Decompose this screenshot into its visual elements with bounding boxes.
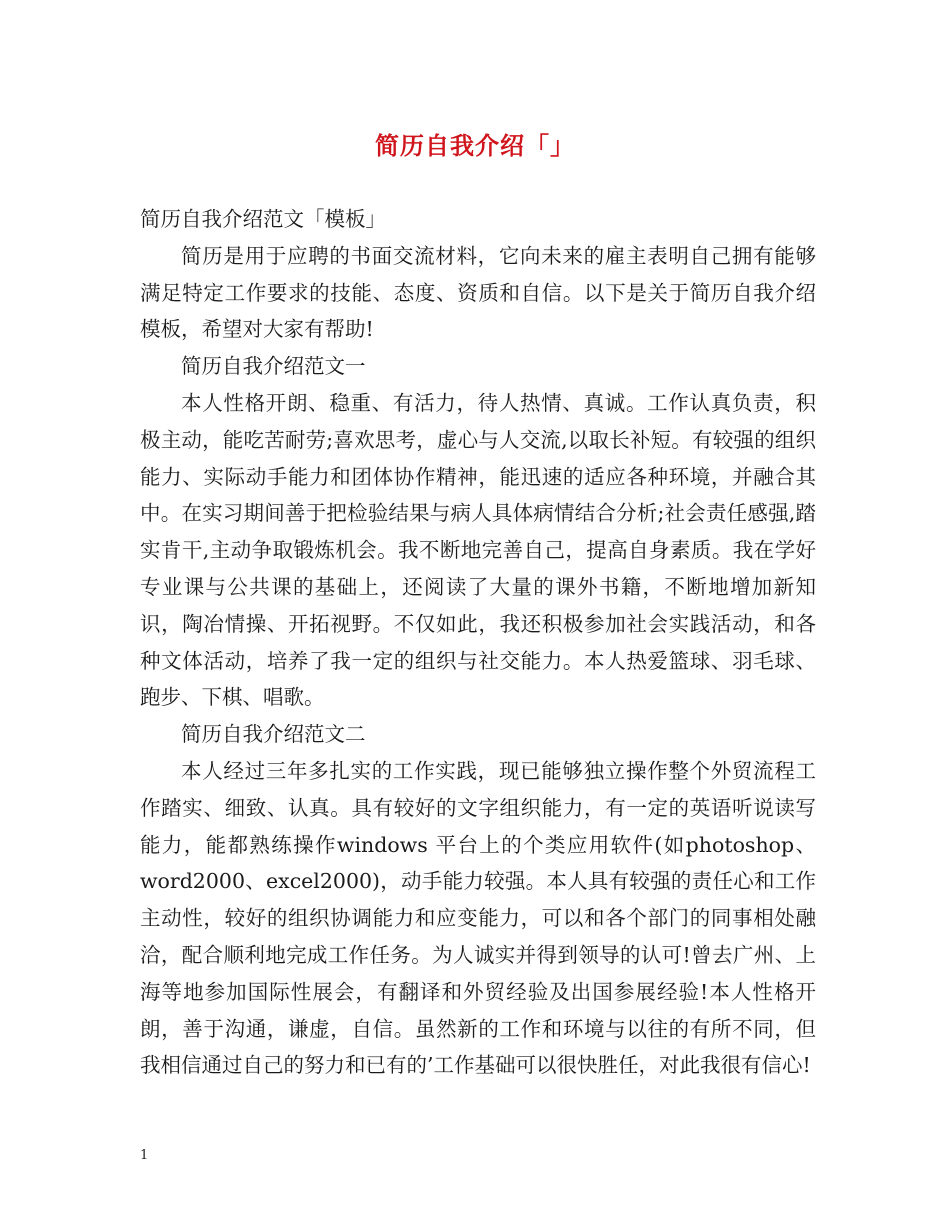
section-heading-sample-one: 简历自我介绍范文一	[181, 354, 366, 379]
sample-two-paragraph: 本人经过三年多扎实的工作实践，现已能够独立操作整个外贸流程工作踏实、细致、认真。具有较好的文字组织能力，有一定的英语听说读写能力，能都熟练操作windows 平台上的个类应用软件(如photoshop、word2000、excel2000)，动手能力较强。本人具有较强的责任心和工作主动性，较好的组织协调能力和应变能力，可以和各个部门的同事相处融洽，配合顺利地完成工作任务。为人诚实并得到领导的认可!曾去广州、上海等地参加国际性展会，有翻译和外贸经验及出国参展经验!本人性格开朗，善于沟通，谦虚，自信。虽然新的工作和环境与以往的有所不同，但我相信通过自己的努力和已有的’工作基础可以很快胜任，对此我很有信心!	[140, 758, 816, 1078]
intro-paragraph: 简历是用于应聘的书面交流材料，它向未来的雇主表明自己拥有能够满足特定工作要求的技能、态度、资质和自信。以下是关于简历自我介绍模板，希望对大家有帮助!	[140, 243, 816, 342]
section-heading-sample-two: 简历自我介绍范文二	[181, 722, 366, 747]
document-title: 简历自我介绍「」	[375, 131, 575, 160]
section-heading-template: 简历自我介绍范文「模板」	[140, 207, 386, 231]
page-number: 1	[140, 1148, 149, 1163]
document-body	[140, 201, 816, 1084]
sample-one-paragraph: 本人性格开朗、稳重、有活力，待人热情、真诚。工作认真负责，积极主动，能吃苦耐劳;喜欢思考，虚心与人交流,以取长补短。有较强的组织能力、实际动手能力和团体协作精神，能迅速的适应各种环境，并融合其中。在实习期间善于把检验结果与病人具体病情结合分析;社会责任感强,踏实肯干,主动争取锻炼机会。我不断地完善自己，提高自身素质。我在学好专业课与公共课的基础上，还阅读了大量的课外书籍，不断地增加新知识，陶冶情操、开拓视野。不仅如此，我还积极参加社会实践活动，和各种文体活动，培养了我一定的组织与社交能力。本人热爱篮球、羽毛球、跑步、下棋、唱歌。	[140, 390, 816, 710]
